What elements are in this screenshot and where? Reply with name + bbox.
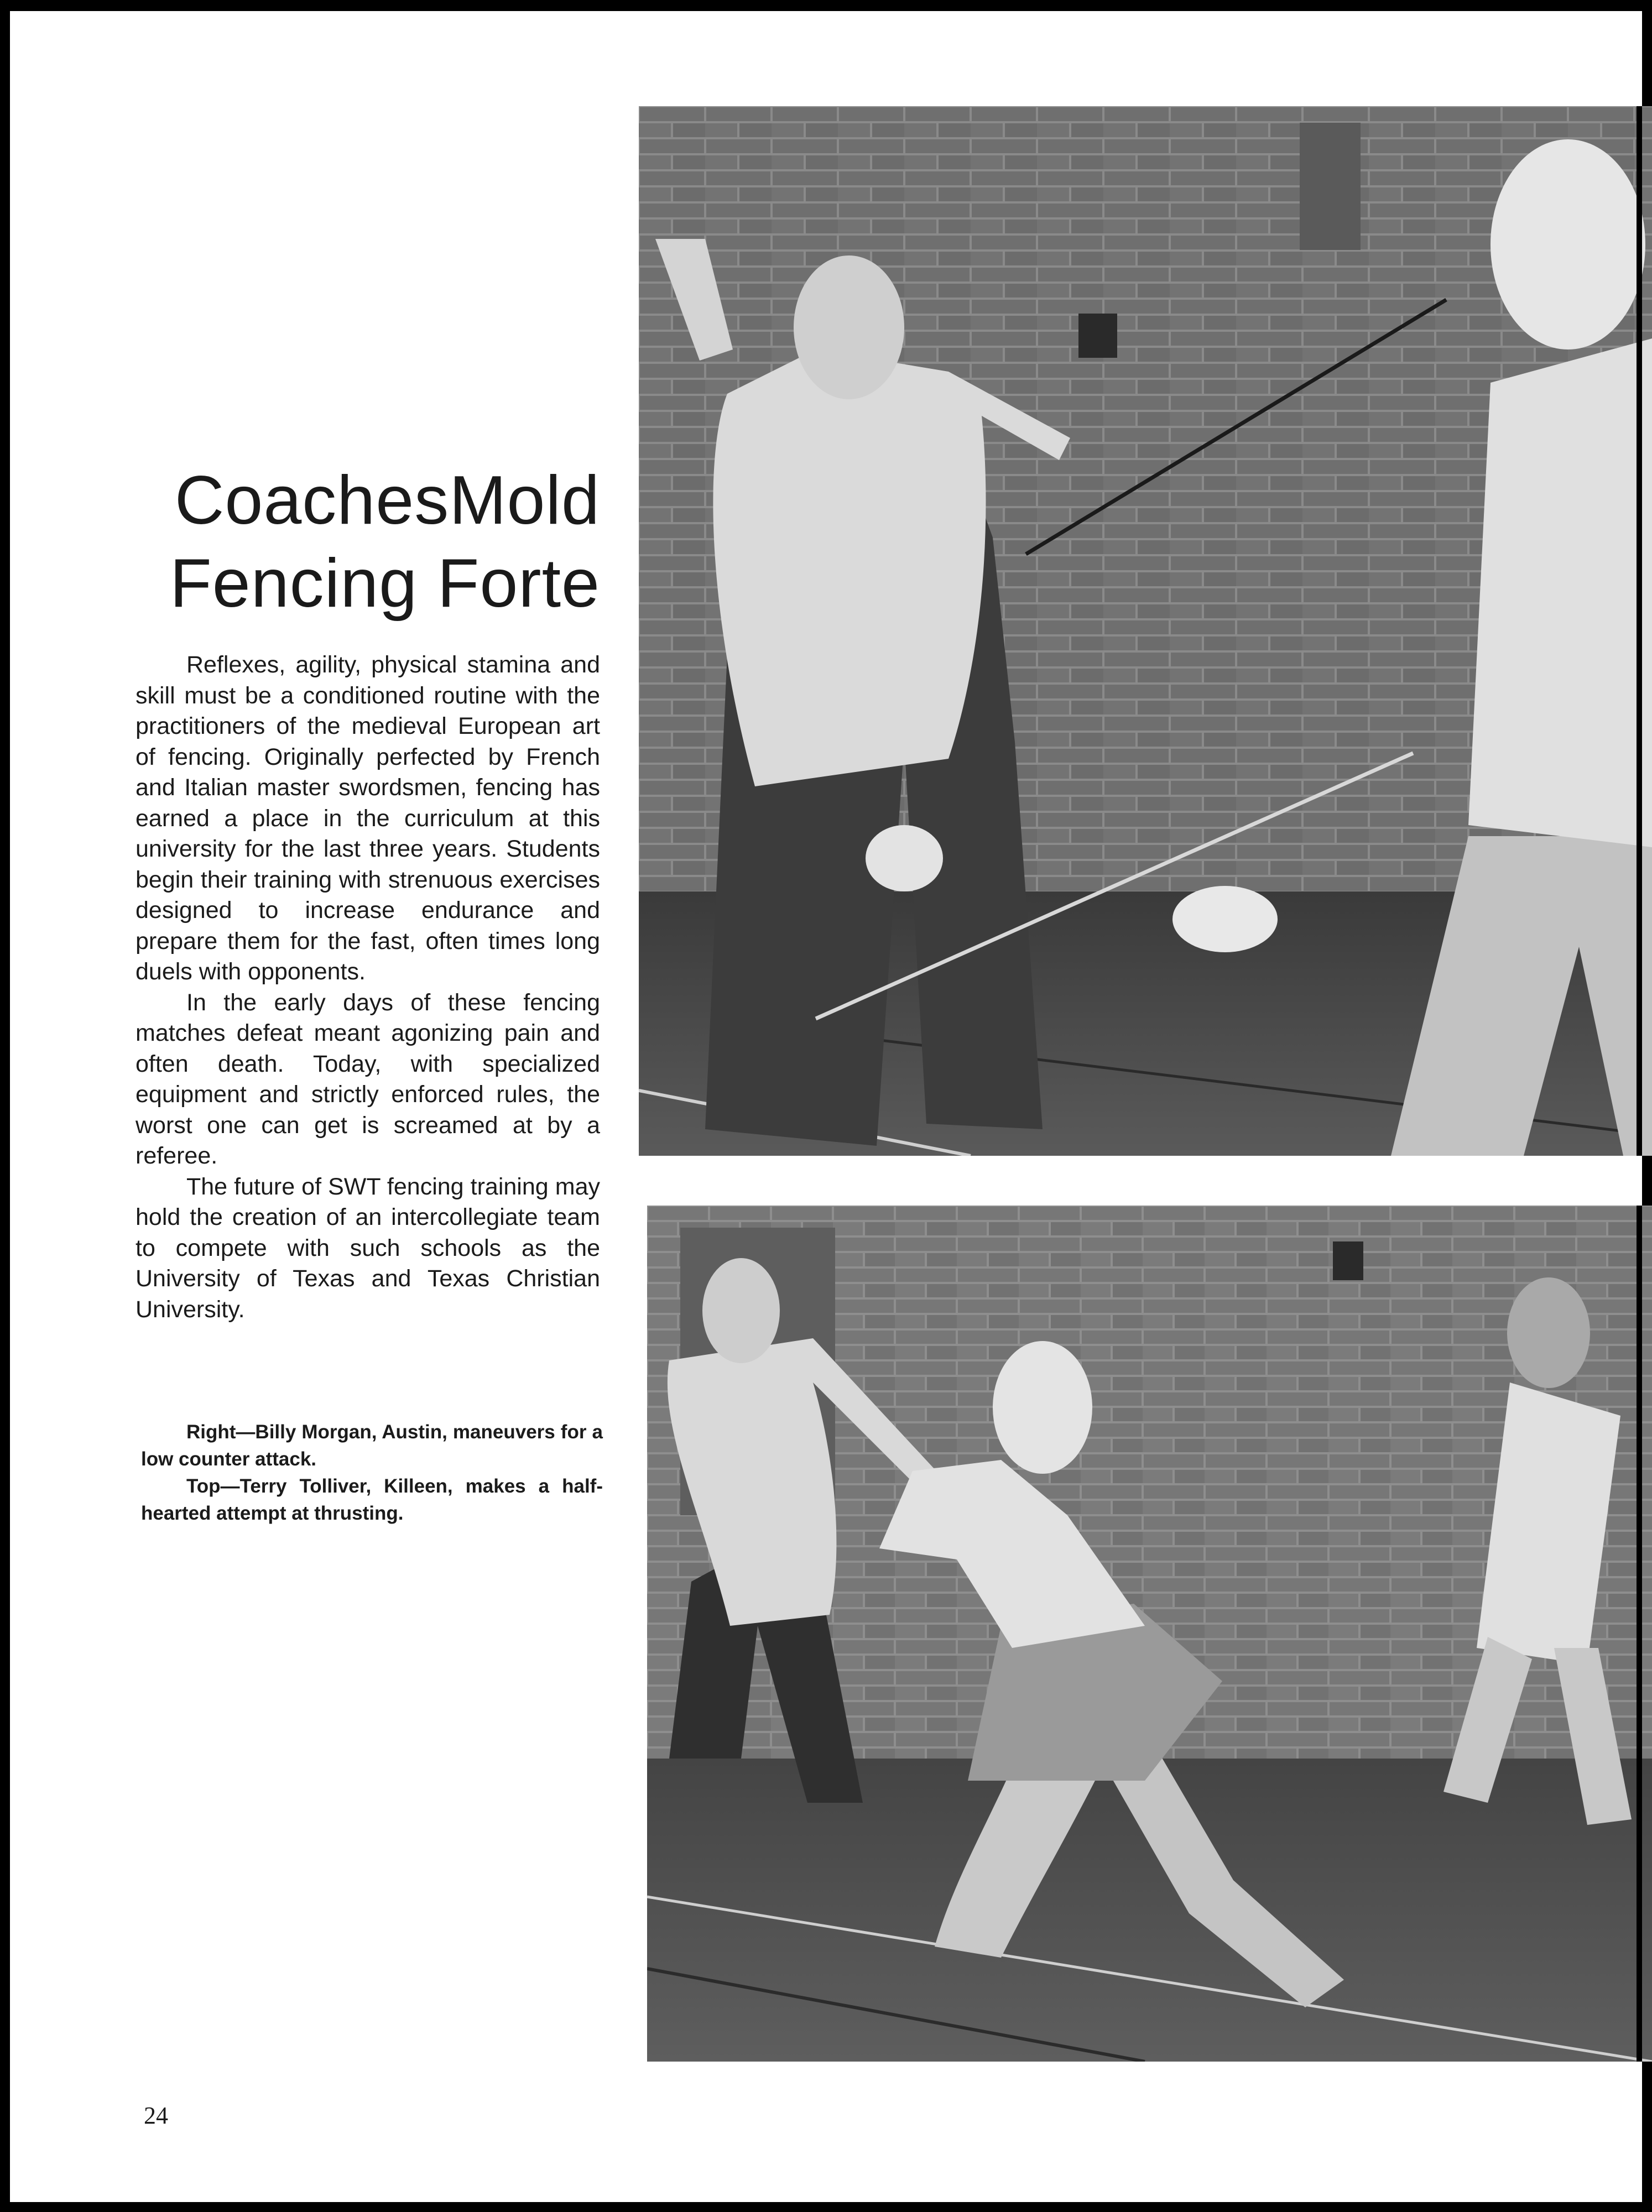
paragraph-3: The future of SWT fencing training may hold the creation of an intercollegiate team to compete with such schools as the University of Texas and Texas Christian University. (136, 1173, 600, 1323)
fencing-photo-bottom (647, 1206, 1652, 2062)
photo-edge-bottom (1637, 1206, 1642, 2062)
photo-edge-top (1637, 106, 1642, 1156)
caption-right: Right—Billy Morgan, Austin, maneuvers for a low counter attack. (141, 1421, 603, 1470)
paragraph-2: In the early days of these fencing matches defeat meant agonizing pain and often death. Today, with specialized equipment and strictly enforced rules, the worst one can get is screamed at by a referee. (136, 989, 600, 1169)
article-body (136, 650, 600, 1325)
title-line-1: CoachesMold (174, 462, 600, 539)
page-number: 24 (144, 2102, 168, 2129)
caption-top: Top—Terry Tolliver, Killeen, makes a half-hearted attempt at thrusting. (141, 1475, 603, 1524)
fencing-photo-top-image (639, 106, 1652, 1156)
page-title (136, 459, 600, 625)
fencing-photo-top (639, 106, 1652, 1156)
fencing-photo-bottom-image (647, 1206, 1652, 2062)
title-line-2: Fencing Forte (169, 545, 600, 622)
photo-captions (141, 1418, 603, 1527)
paragraph-1: Reflexes, agility, physical stamina and skill must be a conditioned routine with the practitioners of the medieval European art of fencing. Originally perfected by French and Italian master swordsmen, fencing has earned a place in the curriculum at this university for the last three years. Students begin their training with strenuous exercises designed to increase endurance and prepare them for the fast, often times long duels with opponents. (136, 651, 600, 985)
